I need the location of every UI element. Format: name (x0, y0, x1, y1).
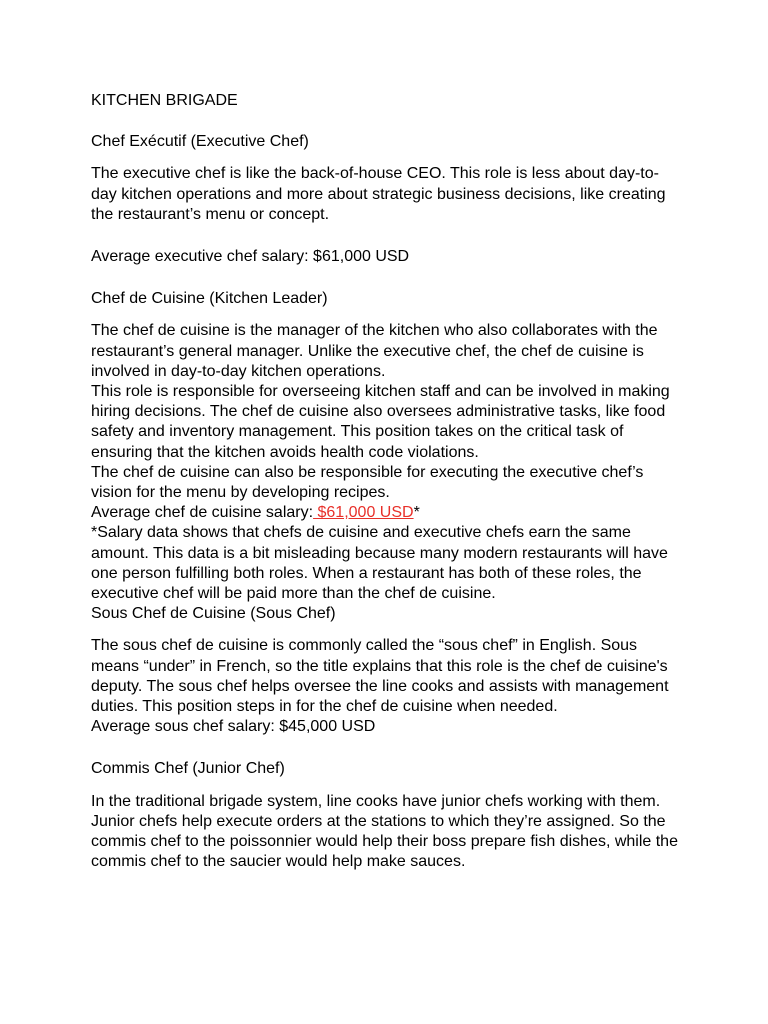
section-heading-chef-de-cuisine: Chef de Cuisine (Kitchen Leader) (91, 290, 328, 308)
sous-chef-salary: Average sous chef salary: $45,000 USD (91, 718, 376, 736)
salary-footnote: *Salary data shows that chefs de cuisine and executive chefs earn the same amount. This data is a bit misleading because many modern restaurants will have one person fulfilling both roles. When a restaurant has both of these roles, the executive chef will be paid more than the chef de cuisine. (91, 524, 668, 603)
section-heading-commis-chef: Commis Chef (Junior Chef) (91, 760, 285, 778)
sous-chef-paragraph: The sous chef de cuisine is commonly called the “sous chef” in English. Sous means “under” in French, so the title explains that this role is the chef de cuisine's deputy. The sous chef helps oversee the line cooks and assists with management duties. This position steps in for the chef de cuisine when needed. (91, 637, 669, 716)
section-heading-executive-chef: Chef Exécutif (Executive Chef) (91, 133, 309, 151)
chef-de-cuisine-paragraph-3: The chef de cuisine can also be responsible for executing the executive chef’s vision for the menu by developing recipes. (91, 463, 644, 502)
chef-de-cuisine-paragraph-2: This role is responsible for overseeing kitchen staff and can be involved in making hiring decisions. The chef de cuisine also oversees administrative tasks, like food safety and inventory management. This position takes on the critical task of ensuring that the kitchen avoids health code violations. (91, 383, 670, 461)
commis-chef-paragraph: In the traditional brigade system, line cooks have junior chefs working with them. Junior chefs help execute orders at the stations to which they’re assigned. So the commis chef to the poissonnier would help their boss prepare fish dishes, while the commis chef to the saucier would help make sauces. (91, 792, 678, 871)
chef-de-cuisine-paragraph-1: The chef de cuisine is the manager of the kitchen who also collaborates with the restaurant’s general manager. Unlike the executive chef, the chef de cuisine is involved in day-to-day kitchen operations. (91, 322, 658, 380)
salary-footnote-marker: * (413, 504, 420, 522)
executive-chef-salary: Average executive chef salary: $61,000 USD (91, 248, 410, 266)
section-heading-sous-chef: Sous Chef de Cuisine (Sous Chef) (91, 605, 336, 623)
chef-de-cuisine-salary-label: Average chef de cuisine salary: (91, 504, 314, 522)
chef-de-cuisine-salary (91, 503, 683, 523)
document-title: KITCHEN BRIGADE (91, 92, 238, 109)
executive-chef-paragraph: The executive chef is like the back-of-house CEO. This role is less about day-to-day kitchen operations and more about strategic business decisions, like creating the restaurant’s menu or concept. (91, 165, 666, 223)
document-page (91, 91, 683, 873)
salary-link[interactable]: $61,000 USD (313, 504, 414, 522)
